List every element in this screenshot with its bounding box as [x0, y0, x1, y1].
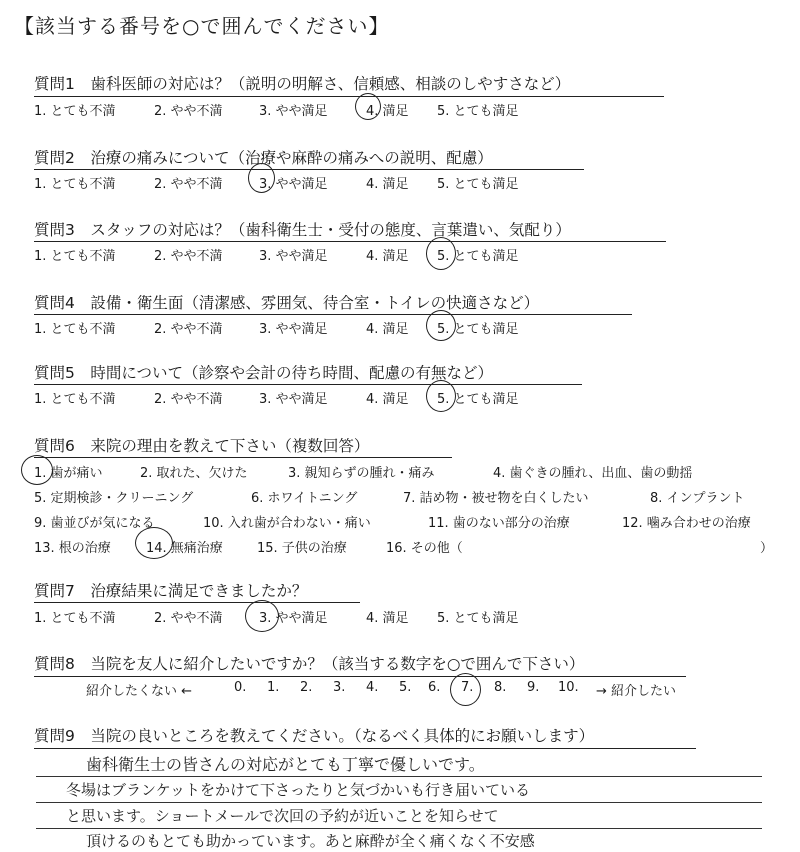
q6-reason-4[interactable]: 4. 歯ぐきの腫れ、出血、歯の動揺: [493, 466, 693, 481]
question-6-heading: 質問6 来院の理由を教えて下さい（複数回答）: [34, 437, 370, 455]
q6-selected-circle-1: [21, 455, 53, 485]
q8-right-label: → 紹介したい: [596, 684, 677, 699]
q8-scale-1[interactable]: 1.: [267, 680, 280, 695]
q3-option-1[interactable]: 1. とても不満: [34, 249, 116, 264]
answer-line-2: 冬場はブランケットをかけて下さったりと気づかいも行き届いている: [66, 781, 530, 799]
q7-option-1[interactable]: 1. とても不満: [34, 611, 116, 626]
q6-reason-9[interactable]: 9. 歯並びが気になる: [34, 516, 155, 531]
q6-other-close-paren: ）: [760, 541, 774, 556]
q6-reason-3[interactable]: 3. 親知らずの腫れ・痛み: [288, 466, 435, 481]
q6-reason-15[interactable]: 15. 子供の治療: [257, 541, 347, 556]
question-8-heading: 質問8 当院を友人に紹介したいですか？（該当する数字を○で囲んで下さい）: [34, 655, 585, 673]
q5-selected-circle: [426, 380, 456, 412]
question-3-heading: 質問3 スタッフの対応は？（歯科衛生士・受付の態度、言葉遣い、気配り）: [34, 221, 571, 239]
question-5-heading: 質問5 時間について（診察や会計の待ち時間、配慮の有無など）: [34, 364, 494, 382]
question-4-heading: 質問4 設備・衛生面（清潔感、雰囲気、待合室・トイレの快適さなど）: [34, 294, 540, 312]
question-2-underline: [34, 169, 584, 170]
q8-scale-2[interactable]: 2.: [300, 680, 313, 695]
q8-scale-10[interactable]: 10.: [558, 680, 579, 695]
q8-scale-7[interactable]: 7.: [461, 680, 474, 695]
answer-line-3: と思います。ショートメールで次回の予約が近いことを知らせて: [66, 807, 499, 825]
q6-reason-13[interactable]: 13. 根の治療: [34, 541, 111, 556]
q2-option-3[interactable]: 3. やや満足: [259, 177, 328, 192]
q8-scale-8[interactable]: 8.: [494, 680, 507, 695]
q7-option-2[interactable]: 2. やや不満: [154, 611, 223, 626]
q7-option-5[interactable]: 5. とても満足: [437, 611, 519, 626]
q6-reason-14[interactable]: 14. 無痛治療: [146, 541, 223, 556]
q1-option-2[interactable]: 2. やや不満: [154, 104, 223, 119]
q6-reason-12[interactable]: 12. 噛み合わせの治療: [622, 516, 751, 531]
question-5-underline: [34, 384, 582, 385]
q4-option-2[interactable]: 2. やや不満: [154, 322, 223, 337]
q1-option-1[interactable]: 1. とても不満: [34, 104, 116, 119]
q3-option-3[interactable]: 3. やや満足: [259, 249, 328, 264]
question-2-heading: 質問2 治療の痛みについて（治療や麻酔の痛みへの説明、配慮）: [34, 149, 493, 167]
question-7-heading: 質問7 治療結果に満足できましたか？: [34, 582, 308, 600]
question-3-underline: [34, 241, 666, 242]
q8-scale-9[interactable]: 9.: [527, 680, 540, 695]
q4-option-1[interactable]: 1. とても不満: [34, 322, 116, 337]
question-9-underline: [34, 748, 696, 749]
q6-reason-2[interactable]: 2. 取れた、欠けた: [140, 466, 248, 481]
q4-option-5[interactable]: 5. とても満足: [437, 322, 519, 337]
q8-scale-5[interactable]: 5.: [399, 680, 412, 695]
q1-option-3[interactable]: 3. やや満足: [259, 104, 328, 119]
q8-left-label: 紹介したくない ←: [86, 684, 193, 699]
answer-line-4: 頂けるのもとても助かっています。あと麻酔が全く痛くなく不安感: [86, 832, 535, 850]
question-9-heading: 質問9 当院の良いところを教えてください。（なるべく具体的にお願いします）: [34, 727, 595, 745]
question-8-underline: [34, 676, 686, 677]
q1-selected-circle: [355, 93, 381, 120]
q6-reason-11[interactable]: 11. 歯のない部分の治療: [428, 516, 570, 531]
q3-option-4[interactable]: 4. 満足: [366, 249, 409, 264]
q6-reason-6[interactable]: 6. ホワイトニング: [251, 491, 358, 506]
q6-reason-16[interactable]: 16. その他（: [386, 541, 463, 556]
question-1-heading: 質問1 歯科医師の対応は？（説明の明解さ、信頼感、相談のしやすさなど）: [34, 75, 571, 93]
q6-reason-10[interactable]: 10. 入れ歯が合わない・痛い: [203, 516, 371, 531]
answer-rule-3: [36, 828, 762, 829]
q8-scale-6[interactable]: 6.: [428, 680, 441, 695]
q6-reason-8[interactable]: 8. インプラント: [650, 491, 745, 506]
q1-option-5[interactable]: 5. とても満足: [437, 104, 519, 119]
q6-reason-5[interactable]: 5. 定期検診・クリーニング: [34, 491, 194, 506]
q2-option-1[interactable]: 1. とても不満: [34, 177, 116, 192]
question-7-underline: [34, 602, 360, 603]
q5-option-3[interactable]: 3. やや満足: [259, 392, 328, 407]
question-1-underline: [34, 96, 664, 97]
q2-option-2[interactable]: 2. やや不満: [154, 177, 223, 192]
q4-option-3[interactable]: 3. やや満足: [259, 322, 328, 337]
q2-option-4[interactable]: 4. 満足: [366, 177, 409, 192]
q7-option-3[interactable]: 3. やや満足: [259, 611, 328, 626]
q6-reason-7[interactable]: 7. 詰め物・被せ物を白くしたい: [403, 491, 589, 506]
q8-scale-3[interactable]: 3.: [333, 680, 346, 695]
q4-selected-circle: [426, 310, 456, 341]
q6-selected-circle-14: [135, 527, 173, 559]
q5-option-4[interactable]: 4. 満足: [366, 392, 409, 407]
q3-selected-circle: [426, 237, 456, 270]
q7-selected-circle: [245, 600, 279, 632]
q3-option-5[interactable]: 5. とても満足: [437, 249, 519, 264]
q1-option-4[interactable]: 4. 満足: [366, 104, 409, 119]
answer-rule-2: [36, 802, 762, 803]
question-4-underline: [34, 314, 632, 315]
q4-option-4[interactable]: 4. 満足: [366, 322, 409, 337]
q8-selected-circle: [450, 673, 481, 706]
answer-rule-1: [36, 776, 762, 777]
q5-option-2[interactable]: 2. やや不満: [154, 392, 223, 407]
q5-option-5[interactable]: 5. とても満足: [437, 392, 519, 407]
q5-option-1[interactable]: 1. とても不満: [34, 392, 116, 407]
q3-option-2[interactable]: 2. やや不満: [154, 249, 223, 264]
page-title: 【該当する番号を○で囲んでください】: [14, 14, 390, 38]
q8-scale-0[interactable]: 0.: [234, 680, 247, 695]
answer-line-1: 歯科衛生士の皆さんの対応がとても丁寧で優しいです。: [86, 755, 485, 774]
q2-selected-circle: [248, 163, 275, 193]
q7-option-4[interactable]: 4. 満足: [366, 611, 409, 626]
question-6-underline: [34, 457, 452, 458]
q6-reason-1[interactable]: 1. 歯が痛い: [34, 466, 103, 481]
q8-scale-4[interactable]: 4.: [366, 680, 379, 695]
q2-option-5[interactable]: 5. とても満足: [437, 177, 519, 192]
